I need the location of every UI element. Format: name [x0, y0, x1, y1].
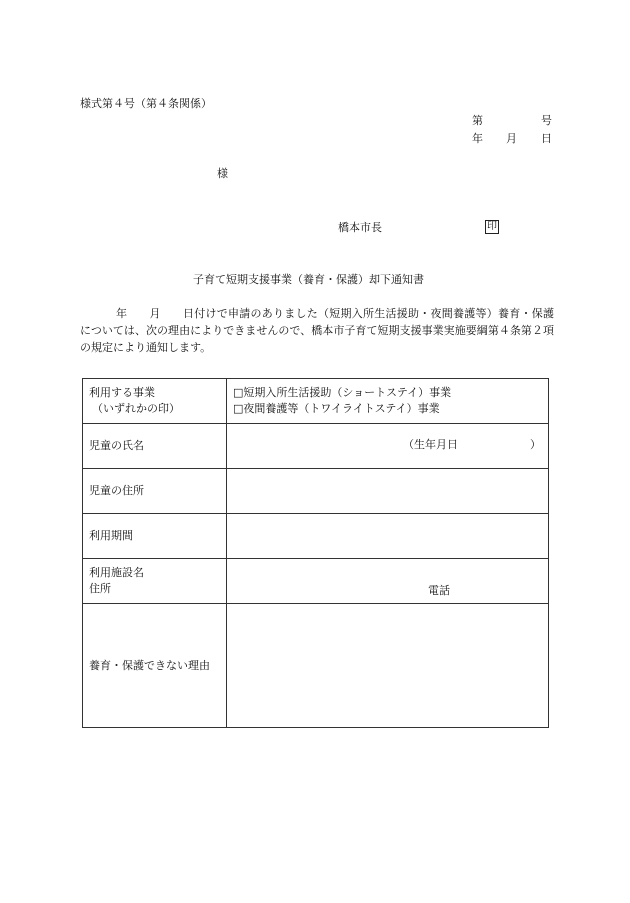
service-option-twilight-stay[interactable]: □夜間養護等（トワイライトステイ）事業 — [233, 402, 440, 415]
birth-date-label: （生年月日 — [403, 438, 458, 451]
seal-mark: 印 — [487, 221, 497, 232]
child-name-label: 児童の氏名 — [83, 424, 227, 469]
table-row — [83, 424, 549, 469]
facility-name-label: 利用施設名 — [89, 566, 144, 579]
table-row — [83, 469, 549, 514]
child-name-cell[interactable] — [227, 424, 549, 469]
usage-period-label: 利用期間 — [83, 514, 227, 559]
service-label-cell — [83, 379, 227, 424]
table-row — [83, 379, 549, 424]
notice-table — [82, 378, 549, 728]
usage-period-cell[interactable] — [227, 514, 549, 559]
table-row — [83, 514, 549, 559]
body-month: 月 — [149, 307, 161, 320]
table-row — [83, 559, 549, 604]
service-options-cell — [227, 379, 549, 424]
body-paragraph — [80, 305, 554, 356]
document-title: 子育て短期支援事業（養育・保護）却下通知書 — [193, 273, 424, 286]
body-year: 年 — [116, 307, 128, 320]
addressee-suffix: 様 — [217, 167, 228, 180]
reason-cell[interactable] — [227, 604, 549, 728]
child-address-label: 児童の住所 — [83, 469, 227, 514]
facility-cell[interactable] — [227, 559, 549, 604]
facility-address-label: 住所 — [89, 582, 111, 595]
date-year: 年 — [472, 132, 483, 145]
service-label-note: （いずれかの印） — [92, 402, 180, 415]
form-number: 様式第４号（第４条関係） — [80, 97, 212, 110]
child-address-cell[interactable] — [227, 469, 549, 514]
service-label: 利用する事業 — [89, 386, 155, 399]
table-row — [83, 604, 549, 728]
reason-label: 養育・保護できない理由 — [83, 604, 227, 728]
date-day: 日 — [541, 132, 552, 145]
doc-number-suffix: 号 — [541, 114, 552, 127]
body-text: 日付けで申請のありました（短期入所生活援助・夜間養護等）養育・保護については、次の理由によりできませんので、橋本市子育て短期支援事業実施要綱第４条第２項の規定により通知します。 — [80, 307, 554, 354]
date-month: 月 — [506, 132, 517, 145]
issuer-name: 橋本市長 — [338, 221, 382, 234]
birth-date-close: ） — [530, 438, 541, 451]
facility-label-cell — [83, 559, 227, 604]
service-option-short-stay[interactable]: □短期入所生活援助（ショートステイ）事業 — [233, 386, 452, 399]
phone-label: 電話 — [428, 584, 450, 597]
doc-number-prefix: 第 — [472, 114, 483, 127]
